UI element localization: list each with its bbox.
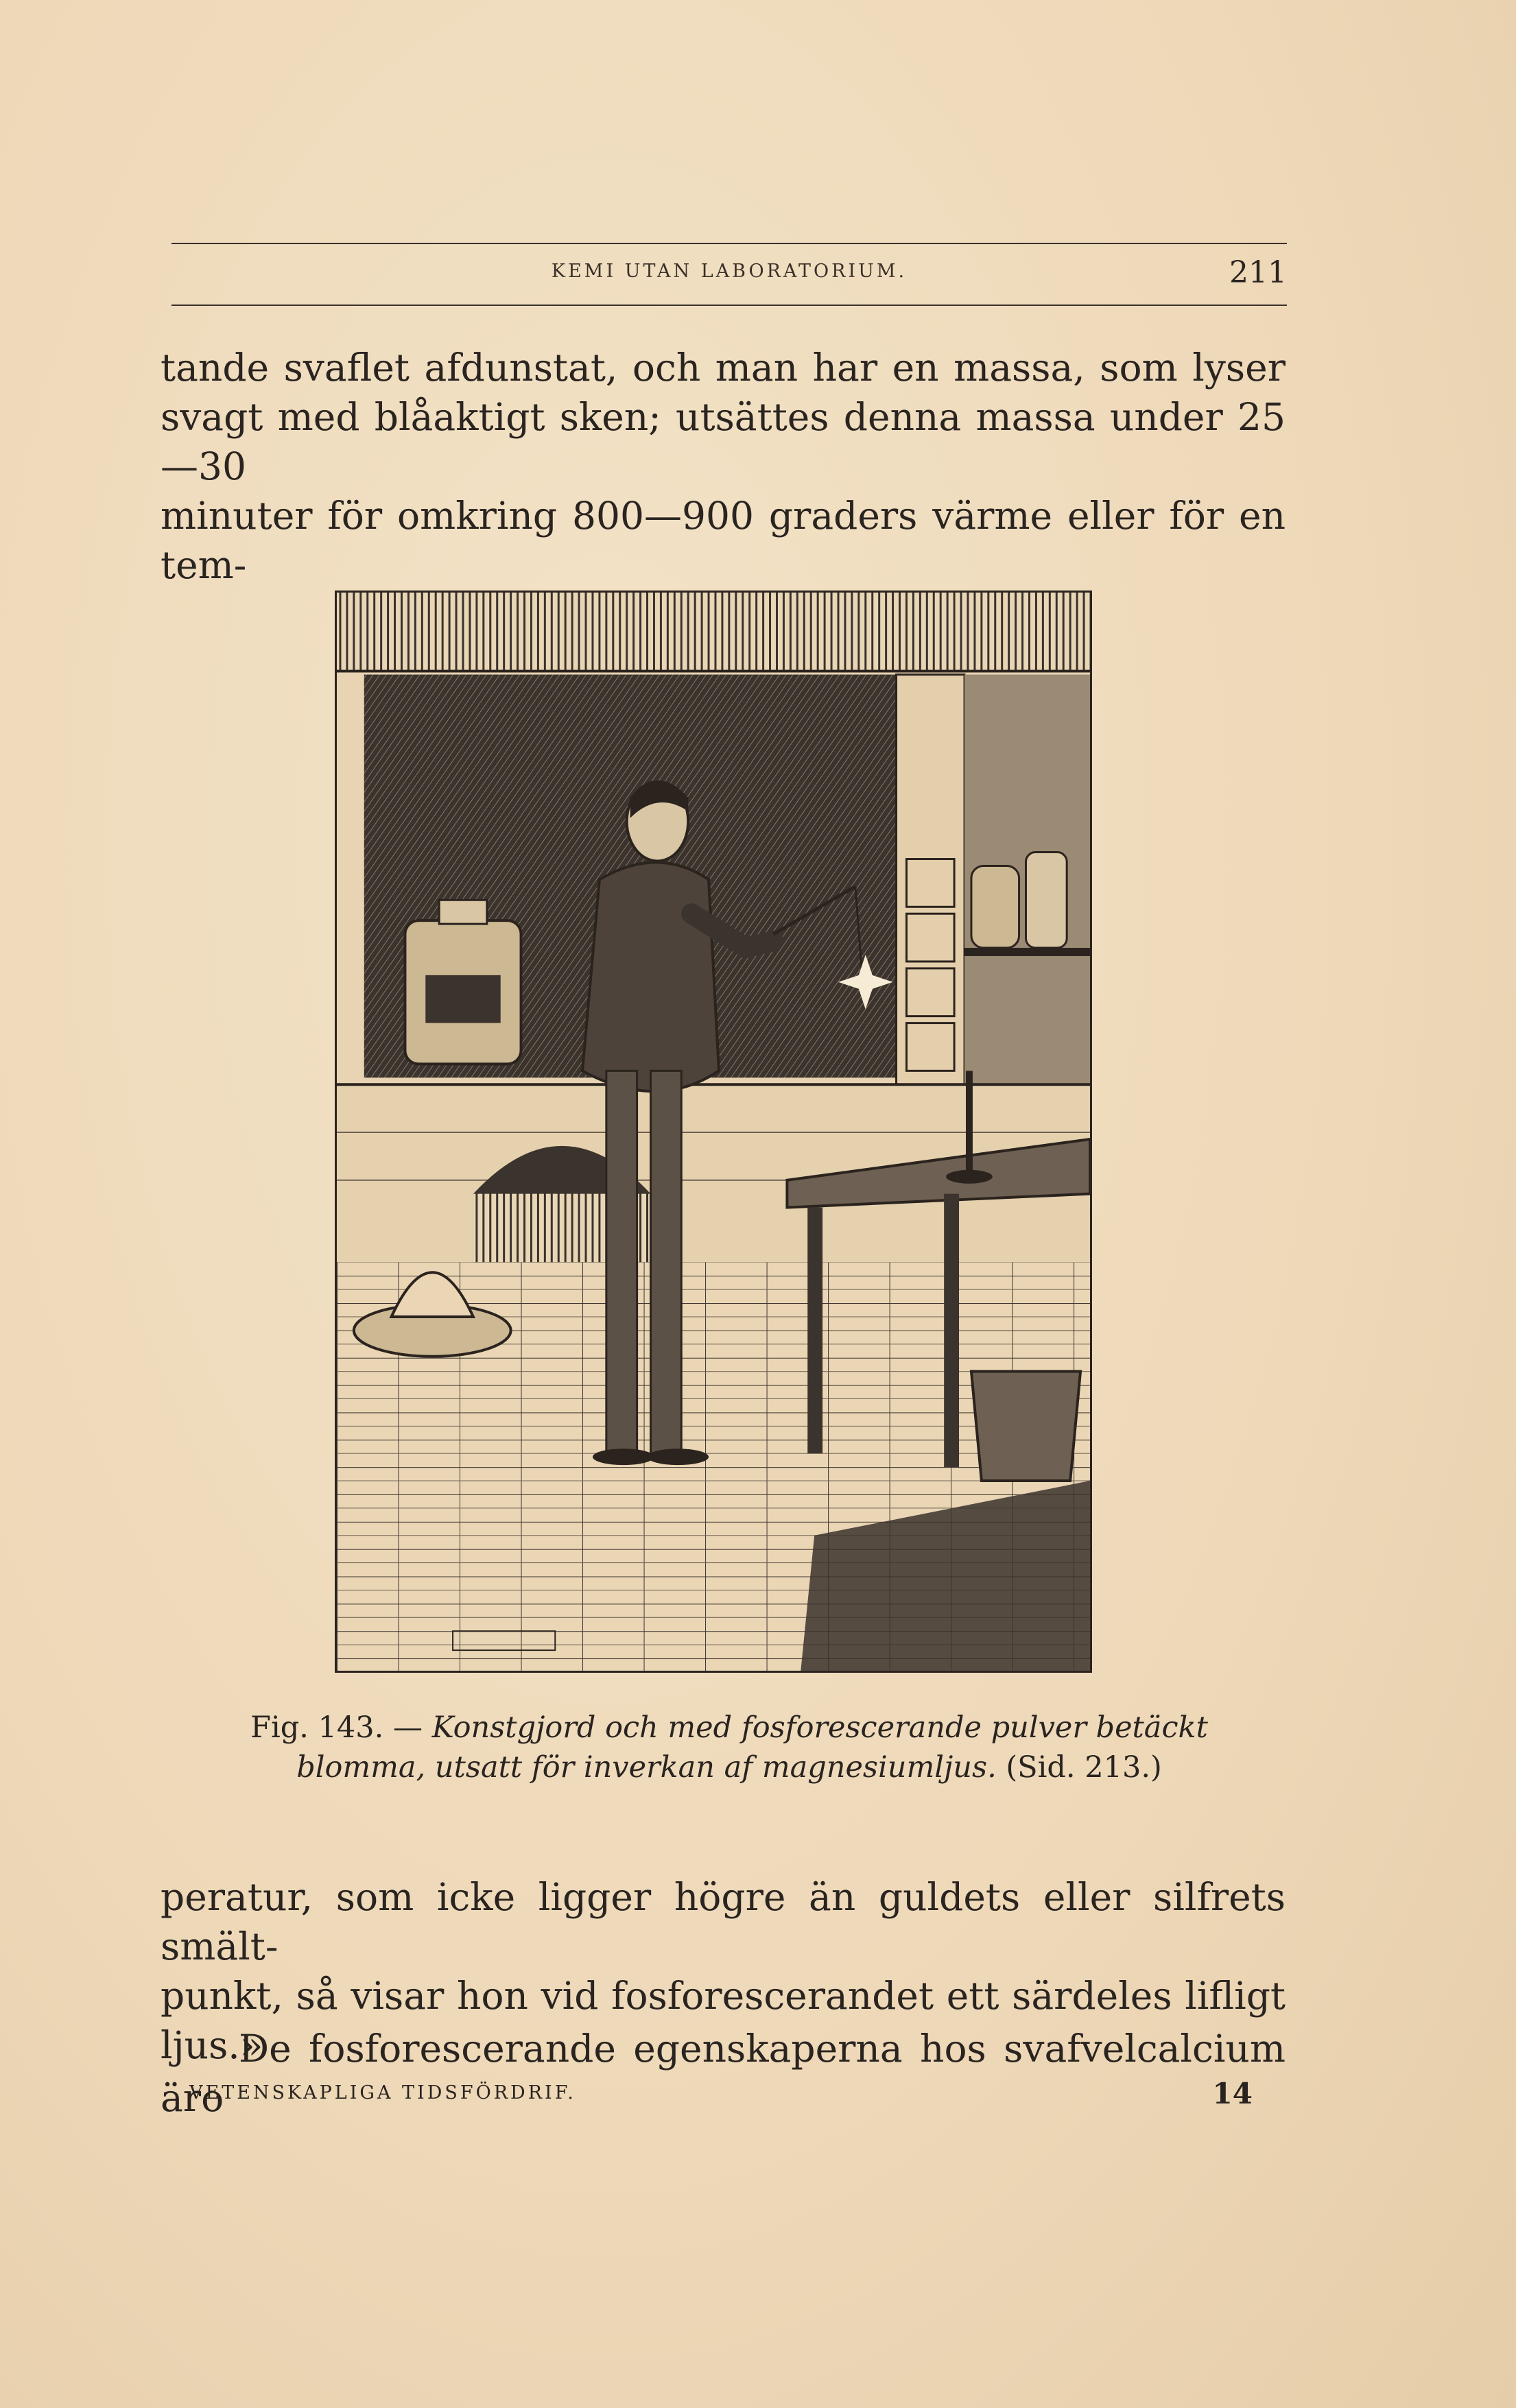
header-rule-bottom [171, 305, 1287, 306]
text-line: svagt med blåaktigt sken; utsättes denna massa under 25—30 [161, 395, 1286, 488]
caption-line-1 [171, 1708, 1287, 1748]
caption-title-part-1: Konstgjord och med fosforescerande pulver betäckt [431, 1710, 1208, 1745]
caption-reference: (Sid. 213.) [1006, 1750, 1162, 1785]
signature-mark: VETENSKAPLIGA TIDSFÖRDRIF. [189, 2082, 576, 2103]
text-line: minuter för omkring 800—900 graders värme eller för en tem- [161, 494, 1286, 587]
text-line: tande svaflet afdunstat, och man har en massa, som lyser [161, 346, 1286, 390]
caption-line-2 [171, 1748, 1287, 1787]
header-rule-top [171, 243, 1287, 244]
paragraph-1 [161, 343, 1286, 590]
signature-number: 14 [1212, 2077, 1253, 2110]
caption-title-part-2: blomma, utsatt för inverkan af magnesiumljus. [296, 1750, 997, 1785]
paragraph-3 [161, 2024, 1286, 2123]
text-line: De fosforescerande egenskaperna hos svafvelcalcium äro [161, 2027, 1286, 2120]
figure-caption [171, 1708, 1287, 1787]
caption-label: Fig. 143. — [250, 1710, 423, 1745]
text-line: peratur, som icke ligger högre än guldets eller silfrets smält- [161, 1875, 1286, 1968]
text-line: ljus.» [161, 2023, 263, 2067]
engraving-drawing [337, 593, 1090, 1671]
text-line: punkt, så visar hon vid fosforescerandet ett särdeles lifligt [161, 1974, 1286, 2018]
engraving-illustration [335, 591, 1092, 1673]
page-number: 211 [1229, 255, 1287, 290]
running-title: KEMI UTAN LABORATORIUM. [551, 261, 908, 282]
